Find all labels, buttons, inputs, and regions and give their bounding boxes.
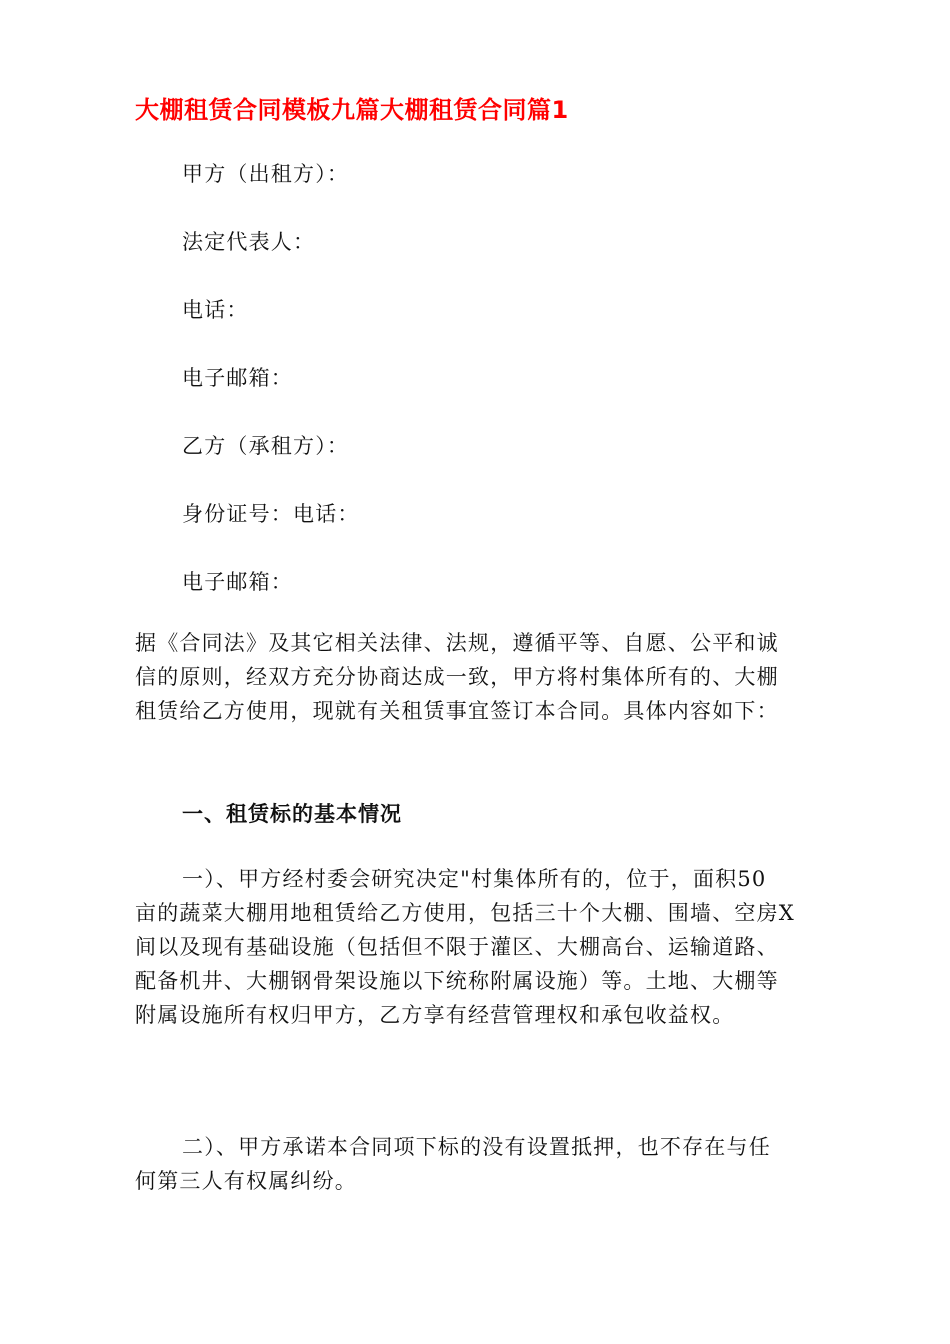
- clause-2-paragraph: [135, 1130, 835, 1198]
- party-a-phone: 电话：: [182, 298, 249, 322]
- preamble-line: 租赁给乙方使用，现就有关租赁事宜签订本合同。具体内容如下：: [135, 699, 779, 723]
- clause-line: 何第三人有权属纠纷。: [135, 1169, 357, 1193]
- party-b-label: 乙方（承租方）：: [182, 434, 350, 458]
- party-a-label: 甲方（出租方）：: [182, 162, 350, 186]
- party-a-email: 电子邮箱：: [182, 366, 293, 390]
- preamble-line: 信的原则，经双方充分协商达成一致，甲方将村集体所有的、大棚: [135, 665, 779, 689]
- preamble-line: 据《合同法》及其它相关法律、法规，遵循平等、自愿、公平和诚: [135, 631, 779, 655]
- clause-line: 二）、甲方承诺本合同项下标的没有设置抵押，也不存在与任: [182, 1135, 771, 1159]
- clause-line: 间以及现有基础设施（包括但不限于灌区、大棚高台、运输道路、: [135, 935, 779, 959]
- party-b-email: 电子邮箱：: [182, 570, 293, 594]
- clause-line: 附属设施所有权归甲方，乙方享有经营管理权和承包收益权。: [135, 1003, 735, 1027]
- party-b-id-phone: 身份证号：电话：: [182, 502, 360, 526]
- section-heading: 一、租赁标的基本情况: [182, 802, 402, 826]
- party-a-representative: 法定代表人：: [182, 230, 316, 254]
- clause-line: 一）、甲方经村委会研究决定"村集体所有的，位于，面积50: [182, 867, 767, 891]
- clause-1-paragraph: [135, 862, 835, 1032]
- clause-line: 亩的蔬菜大棚用地租赁给乙方使用，包括三十个大棚、围墙、空房X: [135, 901, 795, 925]
- clause-line: 配备机井、大棚钢骨架设施以下统称附属设施）等。土地、大棚等: [135, 969, 779, 993]
- preamble-paragraph: [135, 626, 835, 728]
- document-title: 大棚租赁合同模板九篇大棚租赁合同篇1: [135, 96, 569, 124]
